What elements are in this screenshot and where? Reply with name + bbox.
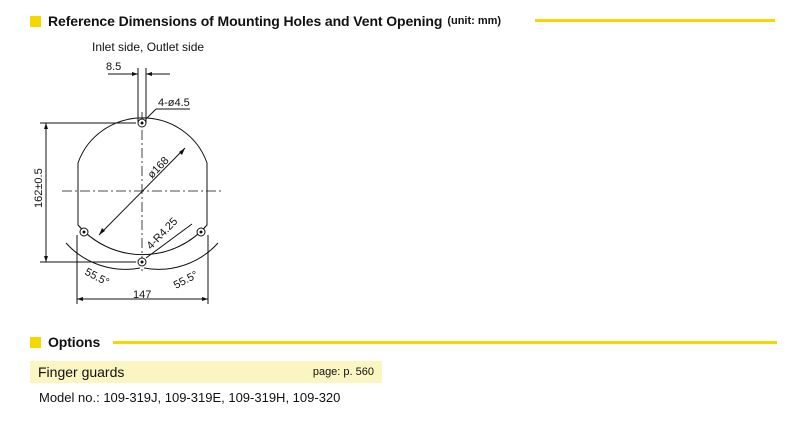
side-label: Inlet side, Outlet side — [92, 40, 205, 54]
mounting-holes — [80, 119, 205, 266]
dim-height-label: 162±0.5 — [33, 168, 45, 208]
option-item — [30, 361, 382, 383]
dim-diameter-label: ø168 — [145, 154, 172, 182]
option-page-ref: page: p. 560 — [312, 366, 374, 378]
options-section-header — [30, 334, 100, 350]
section-title: Reference Dimensions of Mounting Holes and Vent Opening — [48, 13, 443, 29]
angle-right-label: 55.5° — [171, 268, 201, 292]
angle-left-label: 55.5° — [82, 266, 112, 289]
section-marker — [30, 337, 41, 348]
unit-label: (unit: mm) — [447, 15, 502, 27]
model-numbers: Model no.: 109-319J, 109-319E, 109-319H, 109-320 — [39, 390, 341, 405]
section-rule — [113, 341, 777, 344]
options-title: Options — [48, 334, 101, 350]
dim-hole-label: 4-ø4.5 — [158, 97, 190, 109]
option-name: Finger guards — [38, 364, 125, 380]
dim-radius-label: 4-R4.25 — [144, 215, 181, 253]
dim-offset-label: 8.5 — [106, 61, 122, 73]
vent-outline — [78, 118, 207, 255]
dim-width-label: 147 — [133, 289, 152, 301]
